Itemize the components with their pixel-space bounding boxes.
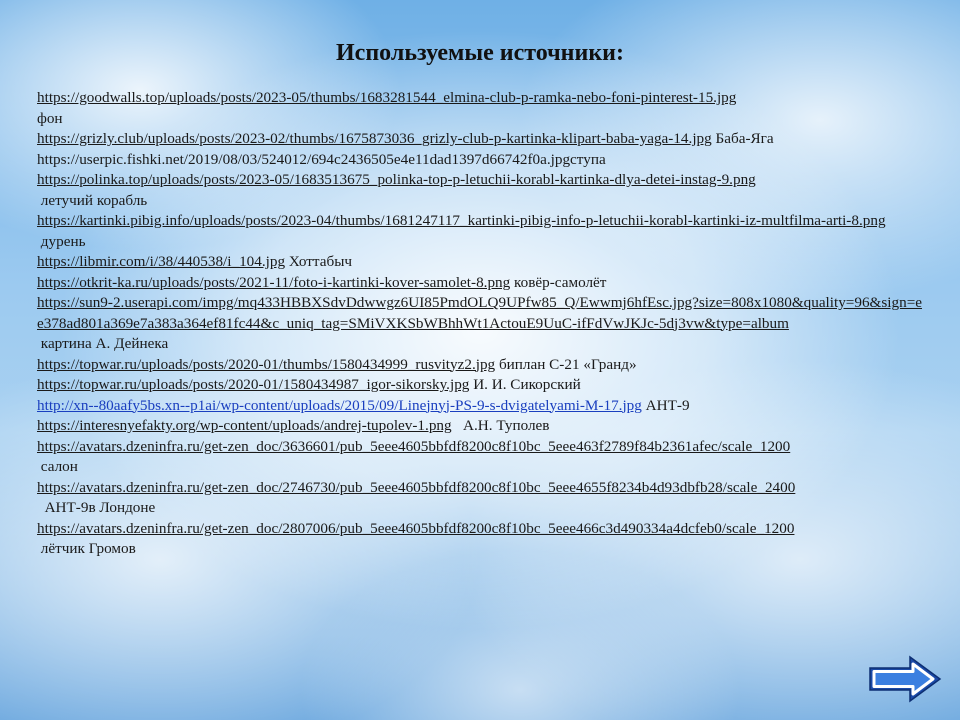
- source-entry: [37, 129, 925, 150]
- source-caption: И. И. Сикорский: [469, 376, 581, 393]
- source-entry: [37, 88, 925, 129]
- source-link[interactable]: https://otkrit-ka.ru/uploads/posts/2021-11/foto-i-kartinki-kover-samolet-8.png: [37, 273, 511, 291]
- source-caption: Хоттабыч: [285, 253, 353, 270]
- source-entry: [37, 416, 925, 437]
- source-caption: салон: [37, 458, 78, 475]
- source-caption: Баба-Яга: [711, 130, 774, 147]
- sources-list: [37, 88, 925, 560]
- source-caption: А.Н. Туполев: [451, 417, 550, 434]
- source-link[interactable]: https://sun9-2.userapi.com/impg/mq433HBBXSdvDdwwgz6UI85PmdOLQ9UPfw85_Q/Ewwmj6hfEsc.jpg?size=808x1080&quality=96&sign=ee378ad801a369e7a383a364ef81fc44&c_uniq_tag=SMiVXKSbWBhhWt1ActouE9UuC-ifFdVwJKJc-5dj3vw&type=album: [37, 294, 922, 332]
- source-text: https://userpic.fishki.net/2019/08/03/524012/694c2436505e4e11dad1397d66742f0a.jpgступа: [37, 150, 606, 168]
- source-entry: [37, 150, 925, 171]
- source-entry: [37, 437, 925, 478]
- source-link[interactable]: https://topwar.ru/uploads/posts/2020-01/1580434987_igor-sikorsky.jpg: [37, 376, 470, 393]
- source-caption: АНТ-9: [641, 396, 690, 414]
- source-entry: [37, 478, 925, 519]
- source-link[interactable]: https://polinka.top/uploads/posts/2023-05/1683513675_polinka-top-p-letuchii-korabl-kartinka-dlya-detei-instag-9.png: [37, 171, 756, 188]
- source-link[interactable]: https://topwar.ru/uploads/posts/2020-01/thumbs/1580434999_rusvityz2.jpg: [37, 355, 496, 373]
- source-link[interactable]: https://kartinki.pibig.info/uploads/posts/2023-04/thumbs/1681247117_kartinki-pibig-info-p-letuchii-korabl-kartinki-iz-multfilma-arti-8.png: [37, 212, 886, 229]
- source-link[interactable]: https://avatars.dzeninfra.ru/get-zen_doc/2746730/pub_5eee4605bbfdf8200c8f10bc_5eee4655f8234b4d93dbfb28/scale_2400: [37, 478, 796, 496]
- source-entry: [37, 211, 925, 252]
- source-link[interactable]: https://goodwalls.top/uploads/posts/2023-05/thumbs/1683281544_elmina-club-p-ramka-nebo-foni-pinterest-15.jpg: [37, 89, 737, 106]
- source-link[interactable]: https://avatars.dzeninfra.ru/get-zen_doc/3636601/pub_5eee4605bbfdf8200c8f10bc_5eee463f2789f84b2361afec/scale_1200: [37, 437, 791, 455]
- source-entry: [37, 375, 925, 396]
- source-link[interactable]: https://libmir.com/i/38/440538/i_104.jpg: [37, 253, 286, 270]
- page-title: Используемые источники:: [336, 40, 624, 66]
- source-link[interactable]: https://grizly.club/uploads/posts/2023-02/thumbs/1675873036_grizly-club-p-kartinka-klipart-baba-yaga-14.jpg: [37, 130, 712, 147]
- source-entry: [37, 273, 925, 294]
- source-caption: летучий корабль: [37, 191, 148, 209]
- source-entry: [37, 396, 925, 417]
- source-link[interactable]: http://xn--80aafy5bs.xn--p1ai/wp-content/uploads/2015/09/Linejnyj-PS-9-s-dvigatelyami-M-17.jpg: [37, 396, 642, 414]
- source-caption: лётчик Громов: [37, 540, 136, 557]
- source-entry: [37, 519, 925, 560]
- right-arrow-icon: [870, 657, 940, 701]
- source-entry: [37, 355, 925, 376]
- source-caption: дурень: [37, 232, 86, 250]
- source-entry: [37, 293, 925, 355]
- source-caption: ковёр-самолёт: [510, 273, 607, 291]
- source-entry: [37, 170, 925, 211]
- source-caption: биплан С-21 «Гранд»: [495, 355, 637, 373]
- source-caption: фон: [37, 109, 63, 127]
- source-link[interactable]: https://avatars.dzeninfra.ru/get-zen_doc/2807006/pub_5eee4605bbfdf8200c8f10bc_5eee466c3d490334a4dcfeb0/scale_1200: [37, 519, 795, 537]
- next-slide-button[interactable]: [866, 654, 944, 704]
- source-caption: АНТ-9в Лондоне: [37, 499, 156, 516]
- source-entry: [37, 252, 925, 273]
- source-link[interactable]: https://interesnyefakty.org/wp-content/uploads/andrej-tupolev-1.png: [37, 417, 452, 434]
- source-caption: картина А. Дейнека: [37, 335, 169, 352]
